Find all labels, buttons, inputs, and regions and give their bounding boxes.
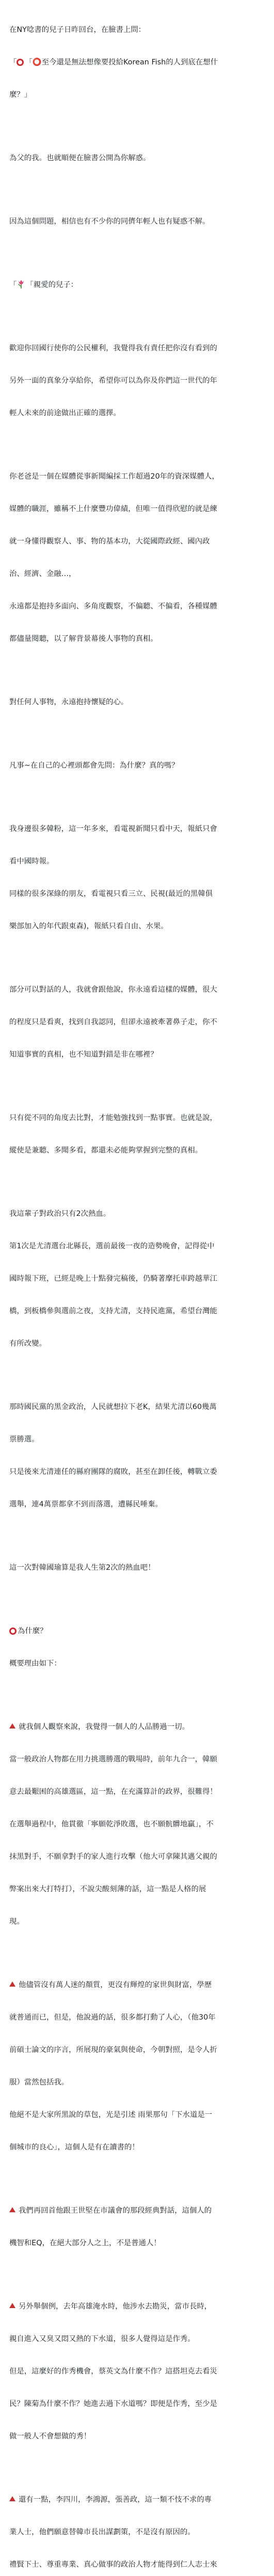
text-line-rest: 另外舉個例，去年高雄淹水時，他涉水去勘災，當市長時， bbox=[19, 2302, 212, 2311]
text-line: 概要理由如下： bbox=[9, 1659, 61, 1668]
text-line: 那時國民黨的黑金政治，人民就想拉下老K，結果尤清以60幾萬 bbox=[9, 1403, 217, 1411]
paragraph bbox=[9, 1187, 268, 1371]
text-line bbox=[9, 2495, 268, 2505]
text-line: 治、經濟、金融…， bbox=[9, 570, 76, 578]
text-line: 就普通而已，但是，他說過的話，很多都打動了人心，（他30年 bbox=[9, 2013, 216, 2022]
text-line: 他絕不是大家所黑說的草包，光是引述 雨果那句「下水道是一 bbox=[9, 2111, 213, 2119]
paragraph bbox=[9, 131, 268, 185]
text-line: 有所改變。 bbox=[9, 1340, 46, 1348]
text-line: 禮賢下士、尊重專業、真心做事的政治人物才能得到仁人志士來 bbox=[9, 2561, 217, 2569]
text-line-rest: 還有一點，李四川，李鴻源，張善政，這一類不忮不求的專 bbox=[19, 2496, 212, 2504]
paragraph bbox=[9, 321, 268, 440]
red-triangle-icon bbox=[9, 2207, 15, 2212]
text-line: 我身邊很多韓粉，這一年多來，看電視新聞只看中天，報紙只會 bbox=[9, 825, 217, 833]
red-triangle-icon bbox=[9, 2303, 15, 2308]
text-line: 前碩士論文的序言，所展現的豪氣與使命，今朝對照，是令人折 bbox=[9, 2046, 217, 2054]
text-line: 在選舉過程中，他貫徹「寧願乾淨敗選，也不願骯髒地贏」，不 bbox=[9, 1820, 214, 1828]
text-line: 的程度只是看爽，找到自我認同，但卻永遠被牽著鼻子走，你不 bbox=[9, 1018, 217, 1026]
text-line bbox=[9, 1626, 268, 1637]
text-line: 知道事實的真相，也不知道對錯是非在哪裡？ bbox=[9, 1050, 158, 1059]
text-line: 輕人未來的前途做出正確的選擇。 bbox=[9, 409, 121, 417]
text-line-rest: 他儘管沒有萬人迷的顏質，更沒有輝煌的家世與財富，學歷 bbox=[19, 1981, 212, 1989]
text-line: 另外一面的真象分享給你，希望你可以為你及你們這一世代的年 bbox=[9, 377, 217, 385]
paragraph bbox=[9, 802, 268, 954]
text-line: 票勝選。 bbox=[9, 1435, 39, 1444]
paragraph bbox=[9, 1541, 268, 1595]
paragraph bbox=[9, 675, 268, 730]
text-line: 你老爸是一個在媒體從事新聞編採工作超過20年的資深媒體人， bbox=[9, 472, 219, 481]
text-line-rest: 我們再回首他跟王世堅在市議會的那段經典對話，這個人的 bbox=[19, 2207, 212, 2215]
text-line: 只有從不同的角度去比對，才能勉強找到一點事實。也就是說， bbox=[9, 1114, 217, 1122]
text-line: 同樣的很多深綠的朋友，看電視只看三立、民視(最近的黑韓俱 bbox=[9, 890, 213, 898]
text-line: 當一般政治人物都在用力挑選勝選的戰場時，前年九合一，韓願 bbox=[9, 1755, 217, 1764]
text-line: 「 「⭕至今還是無法想像要投給Korean Fish的人到底在想什 bbox=[9, 58, 218, 66]
text-line: 「 「親愛的兒子： bbox=[9, 281, 78, 289]
paragraph-reason bbox=[9, 1958, 268, 2175]
text-line: 永遠都是抱持多面向、多角度觀察，不偏聽、不偏看，各種媒體 bbox=[9, 602, 217, 611]
text-line: 做一般人不會想做的秀！ bbox=[9, 2432, 91, 2441]
text-line: 媒體的職涯，雖稱不上什麼豐功偉績，但唯一值得欣慰的就是練 bbox=[9, 505, 217, 513]
text-line: 選舉，連4萬票都拿不到而落選，遭縣民唾棄。 bbox=[9, 1500, 163, 1509]
paragraph bbox=[9, 450, 268, 666]
red-circle-icon bbox=[17, 59, 24, 66]
text-line: 麼？」 bbox=[9, 91, 32, 99]
red-triangle-icon bbox=[9, 1981, 15, 1987]
text-line: 弊案出來大打特打），不說尖酸刻薄的話，這一點是人格的展 bbox=[9, 1885, 206, 1893]
text-line: 對任何人事物，永遠抱持懷疑的心。 bbox=[9, 698, 128, 706]
paragraph-reasons-heading bbox=[9, 1604, 268, 1691]
tulip-icon bbox=[18, 280, 25, 289]
text-line: 服）當然包括我。 bbox=[9, 2078, 69, 2087]
text-line: 縱使是兼聽、多聞多看，都還未必能夠掌握到完整的真相。 bbox=[9, 1146, 203, 1155]
text-line: 在NY唸書的兒子日昨回台，在臉書上問： bbox=[9, 26, 146, 34]
paragraph bbox=[9, 195, 268, 249]
text-line: 樂部加入的年代跟東森)，報紙只看自由、水果。 bbox=[9, 922, 168, 930]
text-line: 民？陳菊為什麼不作？她進去過下水道嗎？即便是作秀，至少是 bbox=[9, 2400, 217, 2408]
red-circle-icon bbox=[9, 1628, 17, 1635]
paragraph bbox=[9, 739, 268, 793]
paragraph-reason bbox=[9, 2184, 268, 2270]
text-line: 但是，這麼好的作秀機會，蔡英文為什麼不作？這搭坦克去看災 bbox=[9, 2367, 217, 2376]
text-line-rest: 就我個人觀察來說，我覺得一個人的人品勝過一切。 bbox=[19, 1723, 189, 1731]
text-line: 抹黑對手，不願拿對手的家人進行攻擊（他大可拿陳其邁父親的 bbox=[9, 1853, 217, 1861]
text-line: 看中國時報。 bbox=[9, 857, 54, 866]
text-line: 國時報下班，已經是晚上十點發完稿後，仍騎著摩托車跨越華江 bbox=[9, 1275, 217, 1283]
paragraph bbox=[9, 963, 268, 1082]
text-line bbox=[9, 1980, 268, 1991]
text-line: 機智和EQ，在絕大部分人之上，不是普通人！ bbox=[9, 2239, 161, 2247]
text-line-rest: 「⭕至今還是無法想像要投給Korean Fish的人到底在想什 bbox=[25, 58, 218, 66]
text-line: 個城市的良心」，這個人是有在讀書的！ bbox=[9, 2143, 139, 2151]
text-line: 只是後來尤清連任的縣府團隊的腐敗，甚至在卸任後，轉戰立委 bbox=[9, 1468, 217, 1476]
text-line: 現。 bbox=[9, 1918, 24, 1926]
text-line: 因為這個問題，相信也有不少你的同儕年輕人也有疑惑不解。 bbox=[9, 217, 210, 226]
text-line: 意去最艱困的高雄選區，這一點，在充滿算計的政界，很難得！ bbox=[9, 1788, 217, 1796]
text-line: 親自進入又臭又悶又熱的下水道，很多人覺得這是作秀。 bbox=[9, 2335, 195, 2343]
text-line: 凡事~在自己的心裡頭都會先問：為什麼？真的嗎？ bbox=[9, 761, 179, 770]
text-line: 業人士，他們願意替韓市長出謀劃策，不是沒有原因的。 bbox=[9, 2528, 195, 2536]
paragraph-intro bbox=[9, 3, 268, 122]
text-line: 第1次是尤清選台北縣長，選前最後一夜的造勢晚會，記得從中 bbox=[9, 1242, 215, 1250]
text-line bbox=[9, 1722, 268, 1733]
text-line: 都儘量閱聽，以了解背景幕後人事物的真相。 bbox=[9, 635, 158, 643]
text-line: 我這輩子對政治只有2次熱血。 bbox=[9, 1210, 111, 1218]
text-line: 這一次對韓國瑜算是我人生第2次的熱血吧！ bbox=[9, 1564, 155, 1572]
paragraph-salutation bbox=[9, 258, 268, 312]
text-line: 部分可以對話的人，我就會跟他說，你永遠看這樣的媒體，很大 bbox=[9, 986, 217, 994]
red-triangle-icon bbox=[9, 1723, 15, 1728]
text-line-rest: 「親愛的兒子： bbox=[26, 281, 78, 289]
text-line-rest: 為什麼？ bbox=[18, 1627, 47, 1635]
paragraph bbox=[9, 1380, 268, 1532]
red-triangle-icon bbox=[9, 2496, 15, 2501]
paragraph-reason bbox=[9, 1700, 268, 1949]
text-line: 歡迎你回國行使你的公民權利，我覺得我有責任把你沒有看到的 bbox=[9, 344, 217, 352]
text-line bbox=[9, 2301, 268, 2312]
paragraph-reason bbox=[9, 2473, 268, 2576]
text-line: 橋，到板橋參與選前之夜，支持尤清，支持民進黨，希望台灣能 bbox=[9, 1307, 217, 1315]
text-line bbox=[9, 2206, 268, 2216]
text-line: 就一身懂得觀察人、事、物的基本功，大從國際政經、國內政 bbox=[9, 537, 210, 546]
paragraph-reason bbox=[9, 2280, 268, 2464]
paragraph bbox=[9, 1091, 268, 1178]
text-line: 為父的我。也就順便在臉書公開為你解惑。 bbox=[9, 154, 151, 162]
